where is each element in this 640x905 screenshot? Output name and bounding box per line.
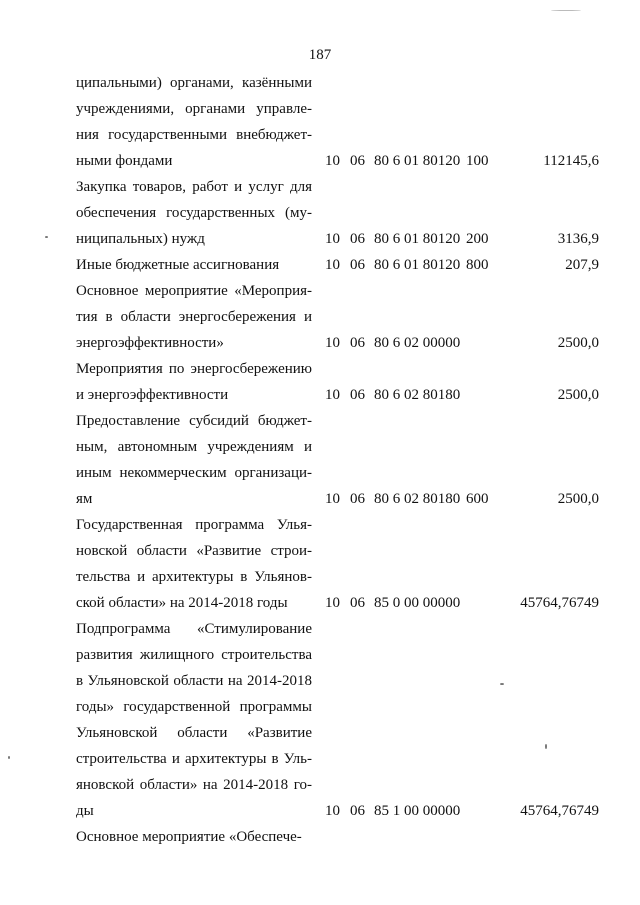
description-line: ными фондами <box>76 153 173 169</box>
table-row <box>0 512 640 616</box>
amount-value: 112145,6 <box>543 153 599 169</box>
row-description <box>76 512 312 616</box>
description-line: ным, автономным учреждениям и <box>76 439 312 455</box>
target-article-code: 80 6 01 80120 <box>374 231 461 247</box>
section-code: 10 <box>325 491 340 507</box>
description-line: годы» государственной программы <box>76 699 312 715</box>
amount-value: 2500,0 <box>557 491 599 507</box>
description-line: Закупка товаров, работ и услуг для <box>76 179 312 195</box>
row-description <box>76 616 312 824</box>
row-description <box>76 278 312 356</box>
description-line: ниципальных) нужд <box>76 231 205 247</box>
subsection-code: 06 <box>350 595 365 611</box>
description-line: энергоэффективности» <box>76 335 224 351</box>
subsection-code: 06 <box>350 491 365 507</box>
scan-speck <box>551 10 581 11</box>
scan-speck <box>45 236 48 238</box>
row-description <box>76 408 312 512</box>
subsection-code: 06 <box>350 387 365 403</box>
description-line: в Ульяновской области на 2014-2018 <box>76 673 312 689</box>
amount-value: 45764,76749 <box>520 595 599 611</box>
target-article-code: 85 1 00 00000 <box>374 803 461 819</box>
description-line: развития жилищного строительства <box>76 647 312 663</box>
description-line: Иные бюджетные ассигнования <box>76 257 280 273</box>
description-line: тия в области энергосбережения и <box>76 309 312 325</box>
section-code: 10 <box>325 231 340 247</box>
section-code: 10 <box>325 335 340 351</box>
description-line: ды <box>76 803 94 819</box>
section-code: 10 <box>325 257 340 273</box>
target-article-code: 85 0 00 00000 <box>374 595 461 611</box>
table-row <box>0 408 640 512</box>
target-article-code: 80 6 01 80120 <box>374 153 461 169</box>
amount-value: 207,9 <box>565 257 599 273</box>
description-line: Мероприятия по энергосбережению <box>76 361 312 377</box>
amount-value: 2500,0 <box>557 335 599 351</box>
description-line: ям <box>76 491 93 507</box>
table-row <box>0 70 640 174</box>
target-article-code: 80 6 02 00000 <box>374 335 461 351</box>
expense-type-code: 800 <box>466 257 489 273</box>
description-line: Основное мероприятие «Мероприя- <box>76 283 312 299</box>
subsection-code: 06 <box>350 803 365 819</box>
description-line: новской области «Развитие строи- <box>76 543 312 559</box>
table-row <box>0 252 640 278</box>
row-description <box>76 824 312 850</box>
amount-value: 3136,9 <box>557 231 599 247</box>
expense-type-code: 100 <box>466 153 489 169</box>
subsection-code: 06 <box>350 153 365 169</box>
section-code: 10 <box>325 387 340 403</box>
scan-speck <box>500 683 504 685</box>
description-line: учреждениями, органами управле- <box>76 101 312 117</box>
subsection-code: 06 <box>350 257 365 273</box>
scan-speck <box>8 756 10 759</box>
target-article-code: 80 6 02 80180 <box>374 491 461 507</box>
description-line: ской области» на 2014-2018 годы <box>76 595 288 611</box>
subsection-code: 06 <box>350 335 365 351</box>
table-row <box>0 356 640 408</box>
description-line: иным некоммерческим организаци- <box>76 465 312 481</box>
description-line: обеспечения государственных (му- <box>76 205 312 221</box>
table-row <box>0 824 640 850</box>
row-description <box>76 70 312 174</box>
description-line: Ульяновской области «Развитие <box>76 725 312 741</box>
subsection-code: 06 <box>350 231 365 247</box>
description-line: и энергоэффективности <box>76 387 229 403</box>
description-line: Основное мероприятие «Обеспече- <box>76 829 302 845</box>
description-line: Предоставление субсидий бюджет- <box>76 413 312 429</box>
section-code: 10 <box>325 595 340 611</box>
page-number: 187 <box>308 47 332 63</box>
description-line: строительства и архитектуры в Уль- <box>76 751 312 767</box>
row-description <box>76 174 312 252</box>
description-line: тельства и архитектуры в Ульянов- <box>76 569 312 585</box>
expense-type-code: 600 <box>466 491 489 507</box>
description-line: ципальными) органами, казёнными <box>76 75 312 91</box>
description-line: Подпрограмма «Стимулирование <box>76 621 312 637</box>
table-row <box>0 278 640 356</box>
scan-speck <box>545 744 547 749</box>
description-line: ния государственными внебюджет- <box>76 127 312 143</box>
description-line: Государственная программа Улья- <box>76 517 312 533</box>
target-article-code: 80 6 02 80180 <box>374 387 461 403</box>
target-article-code: 80 6 01 80120 <box>374 257 461 273</box>
table-row <box>0 616 640 824</box>
amount-value: 2500,0 <box>557 387 599 403</box>
amount-value: 45764,76749 <box>520 803 599 819</box>
section-code: 10 <box>325 153 340 169</box>
expense-type-code: 200 <box>466 231 489 247</box>
table-row <box>0 174 640 252</box>
description-line: яновской области» на 2014-2018 го- <box>76 777 312 793</box>
section-code: 10 <box>325 803 340 819</box>
row-description <box>76 356 312 408</box>
row-description <box>76 252 312 278</box>
